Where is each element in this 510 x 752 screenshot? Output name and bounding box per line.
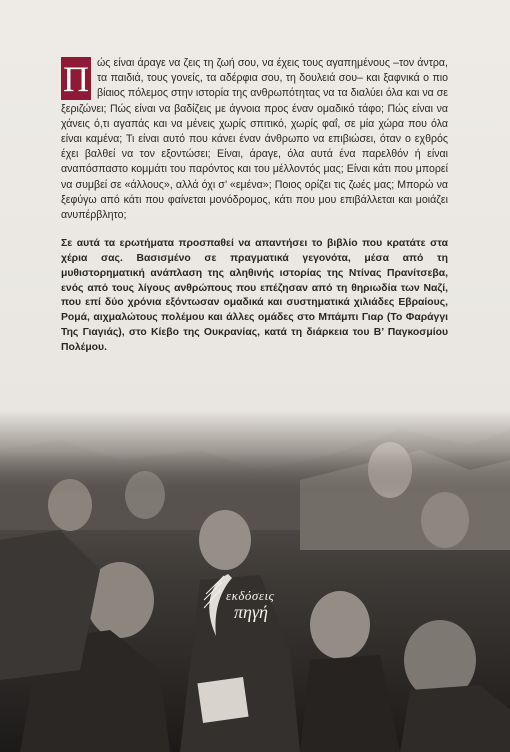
quill-icon xyxy=(198,570,238,642)
publisher-logo xyxy=(198,570,308,642)
blurb-paragraph-1 xyxy=(61,56,448,223)
blurb-paragraph-2: Σε αυτά τα ερωτήματα προσπαθεί να απαντήσει το βιβλίο που κρατάτε στα χέρια σας. Βασισμένο σε πραγματικά γεγονότα, μέσα από τη μυθιστορηματική ανάπλαση της αληθινής ιστορίας της Ντίνας Πρανίτσεβα, ενός από τους λίγους ανθρώπους που επέζησαν από τη θηριωδία των Ναζί, που επί δύο χρόνια εξόντωσαν ομαδικά και συστηματικά χιλιάδες Εβραίους, Ρομά, αιχμαλώτους πολέμου και άλλες ομάδες στο Μπάμπι Γιαρ (Το Φαράγγι Της Γιαγιάς), στο Κίεβο της Ουκρανίας, κατά τη διάρκεια του Β’ Παγκοσμίου Πολέμου. xyxy=(61,238,448,353)
blurb-paragraph-1-text: ώς είναι άραγε να ζεις τη ζωή σου, να έχεις τους αγαπημένους –τον άντρα, τα παιδιά, τους γονείς, τα αδέρφια σου, τη δουλειά σου– και ξαφνικά ο πιο βίαιος πόλεμος στην ιστορία της ανθρωπότητας να τα διαλύει όλα και να σε ξεριζώνει; Πώς είναι να βαδίζεις με άγνοια προς έναν ομαδικό τάφο; Πώς είναι να χάνεις ό,τι αγαπάς και να μένεις χωρίς σπιτικό, χωρίς φαΐ, σε μία χώρα που όλα είναι καμένα; Τι είναι αυτό που κάνει έναν άνθρωπο να επιβιώσει, όταν ο εχθρός έχει βαλθεί να τον εξοντώσει; Είναι, άραγε, όλα αυτά ένα παρελθόν ή είναι αναπόσπαστο κομμάτι του παρόντος και του μέλλοντός μας; Είναι κάτι που μπορεί να συμβεί σε «άλλους», αλλά όχι σ’ «εμένα»; Ποιος ορίζει τις ζωές μας; Μπορώ να ξεφύγω από κάτι που φαίνεται μονόδρομος, κάτι που μου επιβάλλεται και μοιάζει ανυπέρβλητο; xyxy=(61,57,448,222)
publisher-name-line2: πηγή xyxy=(234,602,268,622)
publisher-name-line1: εκδόσεις xyxy=(226,588,275,603)
blurb-text xyxy=(61,56,448,356)
drop-cap: Π xyxy=(63,59,89,99)
